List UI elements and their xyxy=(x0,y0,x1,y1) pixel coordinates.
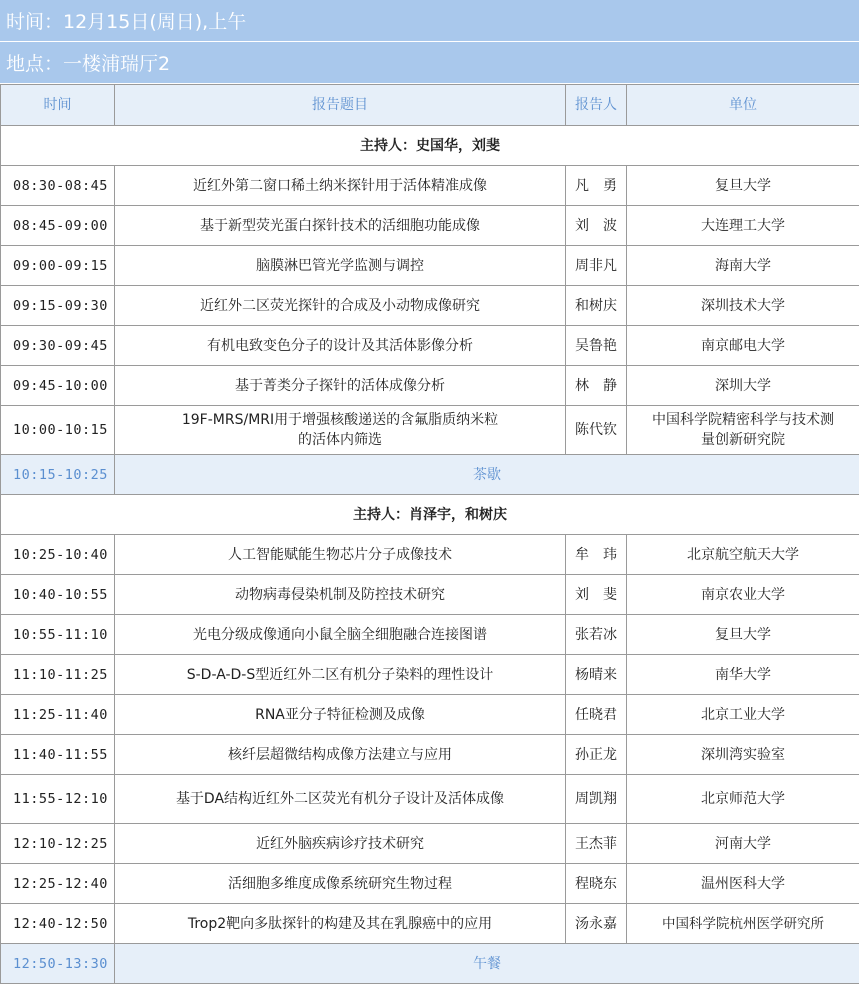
table-row xyxy=(1,206,859,246)
table-row xyxy=(1,286,859,326)
row-reporter: 孙正龙 xyxy=(566,735,627,775)
row-reporter: 和树庆 xyxy=(566,286,627,326)
row-unit: 温州医科大学 xyxy=(627,864,859,904)
row-unit: 海南大学 xyxy=(627,246,859,286)
table-row xyxy=(1,824,859,864)
table-row xyxy=(1,406,859,455)
row-reporter: 陈代钦 xyxy=(566,406,627,455)
row-time: 11:55-12:10 xyxy=(1,775,115,824)
row-unit: 北京工业大学 xyxy=(627,695,859,735)
row-title: 基于新型荧光蛋白探针技术的活细胞功能成像 xyxy=(115,206,566,246)
row-title: 19F-MRS/MRI用于增强核酸递送的含氟脂质纳米粒的活体内筛选 xyxy=(115,406,566,455)
row-unit: 复旦大学 xyxy=(627,166,859,206)
row-title: 近红外二区荧光探针的合成及小动物成像研究 xyxy=(115,286,566,326)
row-time: 08:30-08:45 xyxy=(1,166,115,206)
table-row xyxy=(1,655,859,695)
break-label: 茶歇 xyxy=(115,455,859,495)
row-title: 核纤层超微结构成像方法建立与应用 xyxy=(115,735,566,775)
row-time: 10:25-10:40 xyxy=(1,535,115,575)
column-header-title: 报告题目 xyxy=(115,85,566,126)
row-unit: 中国科学院杭州医学研究所 xyxy=(627,904,859,944)
row-unit: 复旦大学 xyxy=(627,615,859,655)
location-banner xyxy=(0,42,859,84)
row-reporter: 汤永嘉 xyxy=(566,904,627,944)
date-text: 时间：12月15日(周日),上午 xyxy=(6,11,247,33)
table-row xyxy=(1,904,859,944)
row-reporter: 周非凡 xyxy=(566,246,627,286)
break-label: 午餐 xyxy=(115,944,859,984)
row-title: 人工智能赋能生物芯片分子成像技术 xyxy=(115,535,566,575)
row-time: 09:00-09:15 xyxy=(1,246,115,286)
table-row xyxy=(1,366,859,406)
row-title: RNA亚分子特征检测及成像 xyxy=(115,695,566,735)
break-row xyxy=(1,944,859,984)
schedule-table xyxy=(0,84,859,984)
row-title: 基于菁类分子探针的活体成像分析 xyxy=(115,366,566,406)
location-text: 地点：一楼浦瑞厅2 xyxy=(6,53,171,75)
row-time: 09:15-09:30 xyxy=(1,286,115,326)
row-time: 12:40-12:50 xyxy=(1,904,115,944)
session-host-row xyxy=(1,495,859,535)
row-reporter: 杨晴来 xyxy=(566,655,627,695)
row-title: S-D-A-D-S型近红外二区有机分子染料的理性设计 xyxy=(115,655,566,695)
column-header-reporter: 报告人 xyxy=(566,85,627,126)
table-header-row xyxy=(1,85,859,126)
row-unit: 南京农业大学 xyxy=(627,575,859,615)
break-row xyxy=(1,455,859,495)
row-reporter: 王杰菲 xyxy=(566,824,627,864)
row-title: 有机电致变色分子的设计及其活体影像分析 xyxy=(115,326,566,366)
row-time: 09:30-09:45 xyxy=(1,326,115,366)
row-title: 活细胞多维度成像系统研究生物过程 xyxy=(115,864,566,904)
row-unit: 河南大学 xyxy=(627,824,859,864)
row-reporter: 周凯翔 xyxy=(566,775,627,824)
row-unit: 北京师范大学 xyxy=(627,775,859,824)
row-title: Trop2靶向多肽探针的构建及其在乳腺癌中的应用 xyxy=(115,904,566,944)
table-row xyxy=(1,615,859,655)
date-banner xyxy=(0,0,859,42)
row-reporter: 牟 玮 xyxy=(566,535,627,575)
row-time: 11:10-11:25 xyxy=(1,655,115,695)
break-time: 10:15-10:25 xyxy=(1,455,115,495)
session-host-row xyxy=(1,126,859,166)
session-host: 主持人：肖泽宇，和树庆 xyxy=(1,495,859,535)
column-header-time: 时间 xyxy=(1,85,115,126)
table-row xyxy=(1,535,859,575)
table-row xyxy=(1,246,859,286)
table-row xyxy=(1,775,859,824)
row-reporter: 凡 勇 xyxy=(566,166,627,206)
row-time: 08:45-09:00 xyxy=(1,206,115,246)
row-unit: 深圳技术大学 xyxy=(627,286,859,326)
row-reporter: 刘 斐 xyxy=(566,575,627,615)
row-title: 动物病毒侵染机制及防控技术研究 xyxy=(115,575,566,615)
row-time: 09:45-10:00 xyxy=(1,366,115,406)
row-title: 脑膜淋巴管光学监测与调控 xyxy=(115,246,566,286)
row-title: 基于DA结构近红外二区荧光有机分子设计及活体成像 xyxy=(115,775,566,824)
row-reporter: 林 静 xyxy=(566,366,627,406)
table-row xyxy=(1,575,859,615)
table-row xyxy=(1,864,859,904)
row-unit: 深圳湾实验室 xyxy=(627,735,859,775)
row-title: 近红外脑疾病诊疗技术研究 xyxy=(115,824,566,864)
column-header-unit: 单位 xyxy=(627,85,859,126)
row-time: 11:40-11:55 xyxy=(1,735,115,775)
row-unit: 大连理工大学 xyxy=(627,206,859,246)
row-unit: 北京航空航天大学 xyxy=(627,535,859,575)
table-row xyxy=(1,166,859,206)
row-time: 11:25-11:40 xyxy=(1,695,115,735)
table-row xyxy=(1,326,859,366)
row-time: 10:55-11:10 xyxy=(1,615,115,655)
row-time: 12:10-12:25 xyxy=(1,824,115,864)
table-row xyxy=(1,735,859,775)
row-unit: 中国科学院精密科学与技术测量创新研究院 xyxy=(627,406,859,455)
row-unit: 南京邮电大学 xyxy=(627,326,859,366)
row-time: 10:00-10:15 xyxy=(1,406,115,455)
session-host: 主持人：史国华，刘斐 xyxy=(1,126,859,166)
row-title: 光电分级成像通向小鼠全脑全细胞融合连接图谱 xyxy=(115,615,566,655)
row-unit: 深圳大学 xyxy=(627,366,859,406)
row-reporter: 程晓东 xyxy=(566,864,627,904)
schedule-body xyxy=(1,126,859,984)
row-unit: 南华大学 xyxy=(627,655,859,695)
row-time: 10:40-10:55 xyxy=(1,575,115,615)
row-time: 12:25-12:40 xyxy=(1,864,115,904)
table-row xyxy=(1,695,859,735)
break-time: 12:50-13:30 xyxy=(1,944,115,984)
row-reporter: 吴鲁艳 xyxy=(566,326,627,366)
row-title: 近红外第二窗口稀土纳米探针用于活体精准成像 xyxy=(115,166,566,206)
row-reporter: 张若冰 xyxy=(566,615,627,655)
row-reporter: 任晓君 xyxy=(566,695,627,735)
row-reporter: 刘 波 xyxy=(566,206,627,246)
